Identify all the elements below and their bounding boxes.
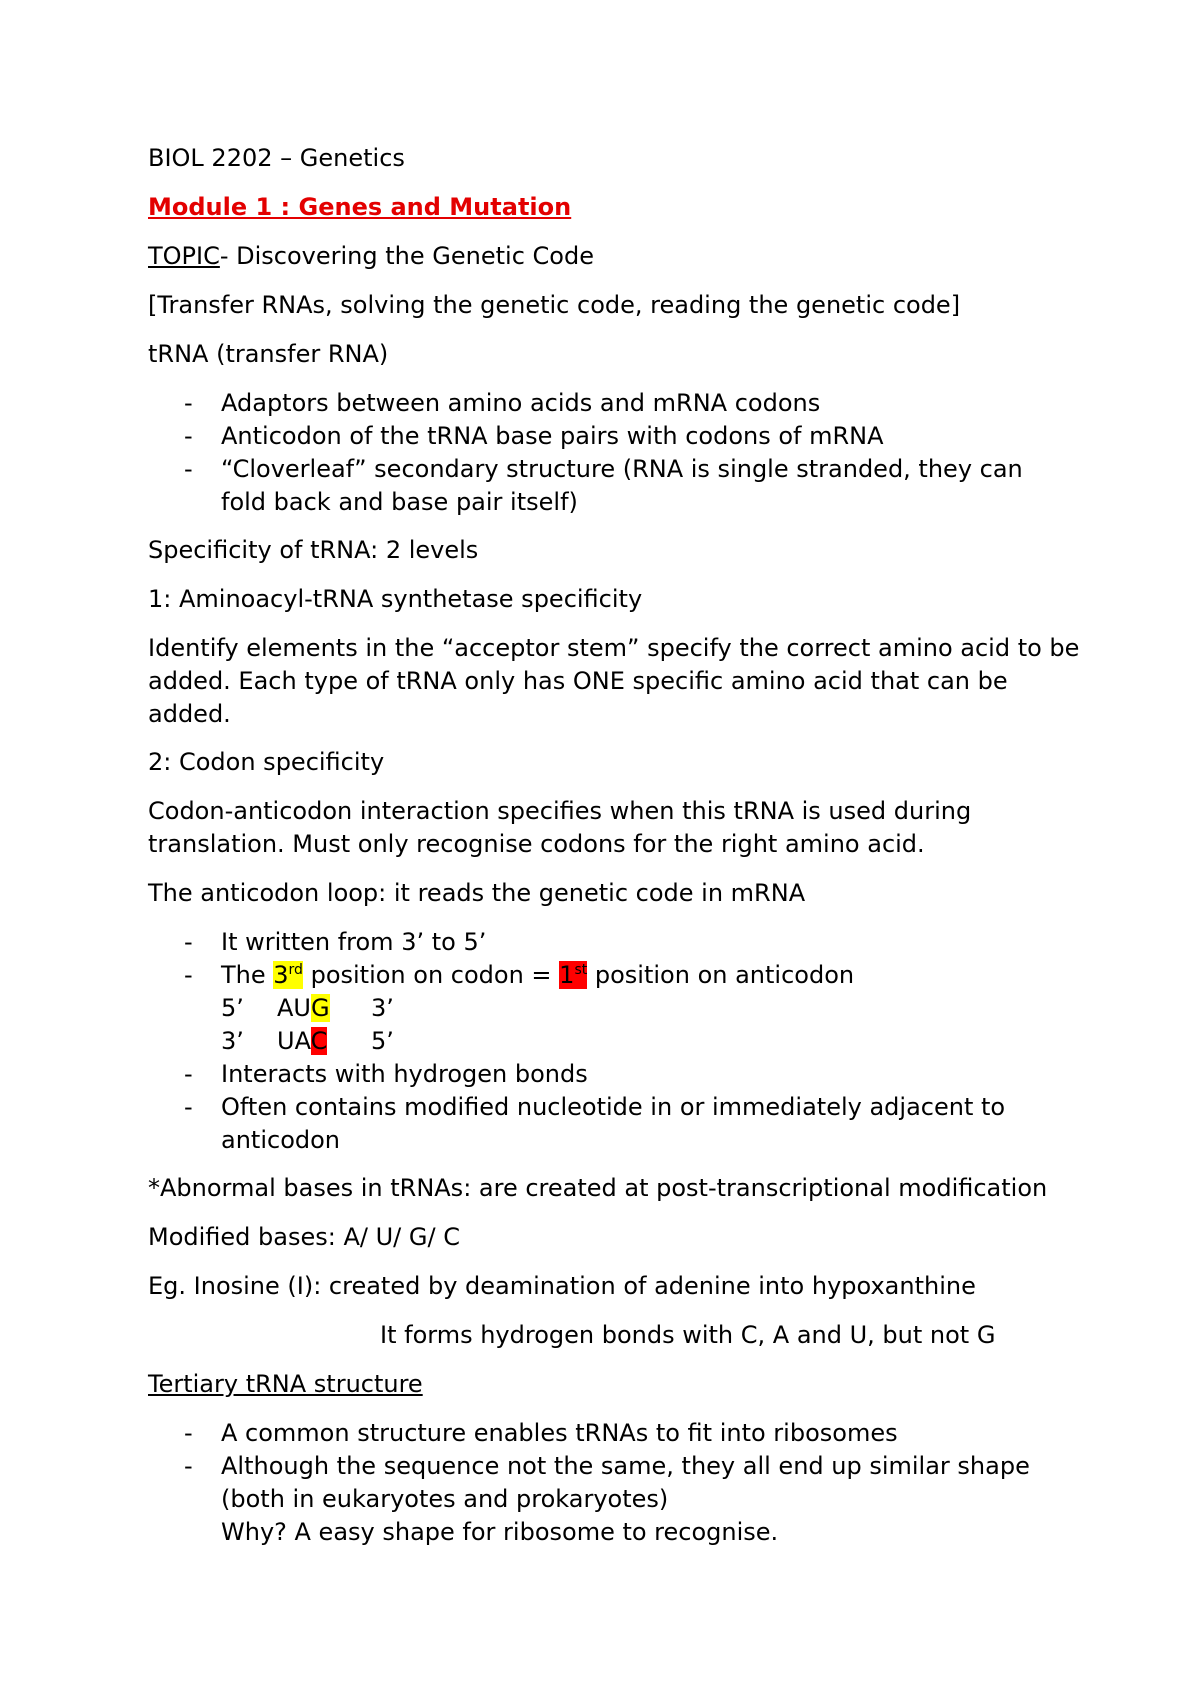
codon-left-end: 5’ (221, 994, 244, 1022)
codon-bases-text: AU (277, 994, 311, 1022)
tertiary-why: Why? A easy shape for ribosome to recognise. (221, 1518, 779, 1546)
specificity-heading: Specificity of tRNA: 2 levels (148, 536, 479, 564)
inosine-line: Eg. Inosine (I): created by deamination of adenine into hypoxanthine (148, 1272, 976, 1300)
codon-bases (277, 992, 371, 1025)
anticodon-bases (277, 1025, 371, 1058)
position-text-1: The (221, 961, 274, 989)
codon-highlight-base: G (310, 994, 330, 1022)
topic-text: - Discovering the Genetic Code (219, 242, 594, 270)
position-third-suffix: rd (288, 962, 303, 978)
anticodon-row (221, 1025, 1161, 1058)
topic-label: TOPIC (148, 242, 220, 270)
tertiary-heading (148, 1368, 1088, 1401)
topic-line (148, 240, 1088, 273)
list-item: - Although the sequence not the same, they all end up similar shape (both in eukaryotes and prokaryotes) (148, 1450, 1068, 1516)
list-item: - It written from 3’ to 5’ (148, 926, 1068, 959)
anticodon-left-end: 3’ (221, 1027, 244, 1055)
course-title: BIOL 2202 – Genetics (148, 144, 405, 172)
anticodon-highlight-base: C (310, 1027, 328, 1055)
list-item: - A common structure enables tRNAs to fit into ribosomes (148, 1417, 1068, 1450)
tertiary-points (148, 1417, 1068, 1516)
inosine-detail: It forms hydrogen bonds with C, A and U, but not G (380, 1321, 996, 1349)
tertiary-heading-text: Tertiary tRNA structure (148, 1370, 423, 1398)
level2-text: Codon-anticodon interaction specifies when this tRNA is used during translation. Must only recognise codons for the right amino acid. (148, 797, 972, 858)
position-first-suffix: st (574, 962, 588, 978)
codon-right-end: 3’ (371, 994, 394, 1022)
module-title-text: Module 1 : Genes and Mutation (148, 193, 572, 221)
position-first-number: 1 (559, 961, 575, 989)
anticodon-right-end: 5’ (371, 1027, 394, 1055)
list-item: - Often contains modified nucleotide in or immediately adjacent to anticodon (148, 1091, 1068, 1157)
list-item: - “Cloverleaf” secondary structure (RNA is single stranded, they can fold back and base pair itself) (148, 453, 1068, 519)
module-title (148, 191, 1088, 224)
list-item: - Anticodon of the tRNA base pairs with codons of mRNA (148, 420, 1068, 453)
anticodon-points-more (148, 1058, 1068, 1157)
abnormal-bases: *Abnormal bases in tRNAs: are created at post-transcriptional modification (148, 1174, 1048, 1202)
list-item-position (148, 959, 1068, 992)
list-item: - Interacts with hydrogen bonds (148, 1058, 1068, 1091)
position-text-2: position on codon = (302, 961, 560, 989)
anticodon-points (148, 926, 1068, 992)
trna-heading: tRNA (transfer RNA) (148, 340, 389, 368)
level2-heading: 2: Codon specificity (148, 748, 385, 776)
modified-bases: Modified bases: A/ U/ G/ C (148, 1223, 460, 1251)
level1-text: Identify elements in the “acceptor stem” specify the correct amino acid to be added. Each type of tRNA only has ONE specific amino acid that can be added. (148, 634, 1080, 728)
level1-heading: 1: Aminoacyl-tRNA synthetase specificity (148, 585, 643, 613)
position-third-number: 3 (273, 961, 289, 989)
anticodon-heading: The anticodon loop: it reads the genetic code in mRNA (148, 879, 806, 907)
codon-row (221, 992, 1161, 1025)
position-first-highlight (559, 961, 587, 989)
position-text-3: position on anticodon (587, 961, 855, 989)
position-third-highlight (273, 961, 303, 989)
list-item: - Adaptors between amino acids and mRNA codons (148, 387, 1068, 420)
subtopics: [Transfer RNAs, solving the genetic code, reading the genetic code] (148, 291, 961, 319)
anticodon-bases-text: UA (277, 1027, 311, 1055)
trna-points (148, 387, 1068, 519)
